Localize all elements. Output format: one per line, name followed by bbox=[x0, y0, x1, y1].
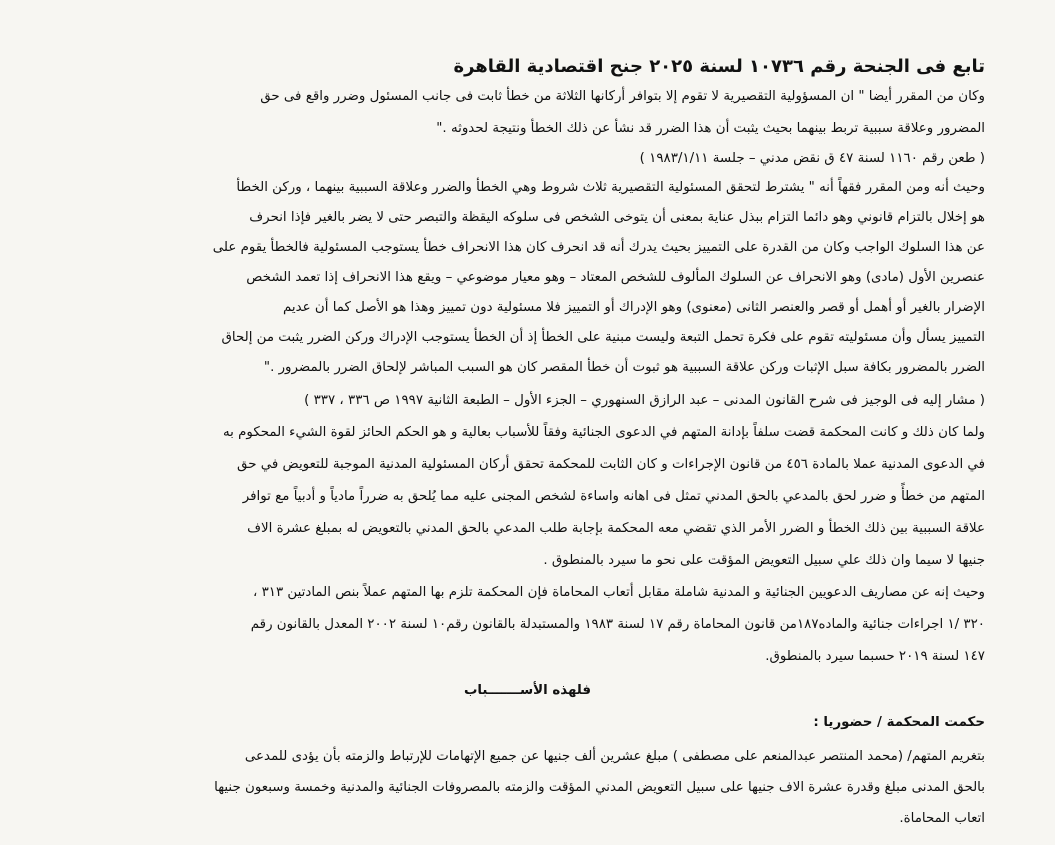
verdict-line: اتعاب المحاماة. bbox=[899, 811, 985, 826]
verdict-title: حكمت المحكمة / حضوريا : bbox=[813, 715, 985, 730]
paragraph-line: هو إخلال بالتزام قانوني وهو دائما التزام ببذل عناية بمعنى أن يتوخى الشخص فى سلوكه اليقظة والتبصر حتى لا يضر بالغير فإذا انحرف bbox=[249, 210, 985, 225]
paragraph-line: وكان من المقرر أيضا " ان المسؤولية التقصيرية لا تقوم إلا بتوافر أركانها الثلاثة من خطأ ثابت فى جانب المسئول وضرر واقع فى حق bbox=[260, 89, 985, 104]
reasons-title: فلهذه الأســـــــباب bbox=[463, 683, 592, 698]
verdict-line: بتغريم المتهم/ (محمد المنتصر عبدالمنعم على مصطفى ) مبلغ عشرين ألف جنيها عن جميع الإتهامات للإرتباط والزمته بأن يؤدى للمدعى bbox=[244, 749, 985, 764]
paragraph-line: التمييز يسأل وأن مسئوليته تقوم على فكرة تحمل التبعة وليست مبنية على الخطأ إذ أن الخطأ يستوجب الإدراك وركن الضرر يثبت من إلحاق bbox=[221, 330, 985, 345]
citation-line: ( مشار إليه فى الوجيز فى شرح القانون المدنى – عبد الرازق السنهوري – الجزء الأول – الطبعة الثانية ١٩٩٧ ص ٣٣٦ ، ٣٣٧ ) bbox=[304, 393, 985, 408]
paragraph-line: المضرور وعلاقة سببية تربط بينهما بحيث يثبت أن هذا الضرر قد نشأ عن ذلك الخطأ ونتيجة لحدوثه ." bbox=[436, 121, 985, 136]
paragraph-line: في الدعوى المدنية عملا بالمادة ٤٥٦ من قانون الإجراءات و كان الثابت للمحكمة تحقق أركان المسئولية المدنية الموجبة للتعويض في حق bbox=[237, 457, 985, 472]
paragraph-line: ١٤٧ لسنة ٢٠١٩ حسبما سيرد بالمنطوق. bbox=[765, 649, 985, 664]
paragraph-line: عن هذا السلوك الواجب وكان من القدرة على التمييز بحيث يدرك أنه قد انحرف كان هذا الانحراف خطأ يستوجب المسئولية فالخطأ يقوم على bbox=[212, 240, 985, 255]
paragraph-line: ولما كان ذلك و كانت المحكمة قضت سلفاً بإدانة المتهم في الدعوى الجنائية وفقاً للأسباب بعالية و هو الحكم الحائز لقوة الشيء المحكوم به bbox=[222, 425, 985, 440]
paragraph-line: جنيها لا سيما وان ذلك علي سبيل التعويض المؤقت على نحو ما سيرد بالمنطوق . bbox=[543, 553, 985, 568]
document-header: تابع فى الجنحة رقم ١٠٧٣٦ لسنة ٢٠٢٥ جنح اقتصادية القاهرة bbox=[453, 56, 985, 77]
paragraph-line: وحيث إنه عن مصاريف الدعويين الجنائية و المدنية شاملة مقابل أتعاب المحاماة فإن المحكمة تلزم بها المتهم عملاً بنص المادتين ٣١٣ ، bbox=[252, 585, 985, 600]
verdict-line: بالحق المدنى مبلغ وقدرة عشرة الاف جنيها على سبيل التعويض المدني المؤقت والزمته بالمصروفات الجنائية والمدنية وخمسة وسبعون جنيها bbox=[214, 780, 985, 795]
paragraph-line: علاقة السببية بين ذلك الخطأ و الضرر الأمر الذي تقضي معه المحكمة بإجابة طلب المدعي بالحق المدني بالتعويض له بمبلغ عشرة الاف bbox=[247, 521, 985, 536]
paragraph-line: الإضرار بالغير أو أهمل أو قصر والعنصر الثانى (معنوى) وهو الإدراك أو التمييز فلا مسئولية دون تمييز وهذا هو الأصل كما أن عديم bbox=[283, 300, 985, 315]
citation-line: ( طعن رقم ١١٦٠ لسنة ٤٧ ق نقض مدني – جلسة ١٩٨٣/١/١١ ) bbox=[639, 151, 985, 166]
paragraph-line: ٣٢٠ /١ اجراءات جنائية والماده١٨٧من قانون المحاماة رقم ١٧ لسنة ١٩٨٣ والمستبدلة بالقانون رقم١٠ لسنة ٢٠٠٢ المعدل بالقانون رقم bbox=[250, 617, 985, 632]
paragraph-line: وحيث أنه ومن المقرر فقهاً أنه " يشترط لتحقق المسئولية التقصيرية ثلاث شروط وهي الخطأ والضرر وعلاقة السببية بينهما ، وركن الخطأ bbox=[236, 180, 985, 195]
paragraph-line: الضرر بالمضرور بكافة سبل الإثبات وركن علاقة السببية هو ثبوت أن خطأ المقصر كان هو السبب المباشر لإلحاق الضرر بالمضرور ." bbox=[263, 360, 985, 375]
paragraph-line: المتهم من خطأً و ضرر لحق بالمدعي بالحق المدني تمثل فى اهانه واساءة لشخص المجنى عليه مما يُلحق به ضرراً مادياً و أدبياً مع توافر bbox=[242, 489, 985, 504]
paragraph-line: عنصرين الأول (مادى) وهو الانحراف عن السلوك المألوف للشخص المعتاد – وهو معيار موضوعي – ويقع هذا الانحراف إذا تعمد الشخص bbox=[246, 270, 985, 285]
